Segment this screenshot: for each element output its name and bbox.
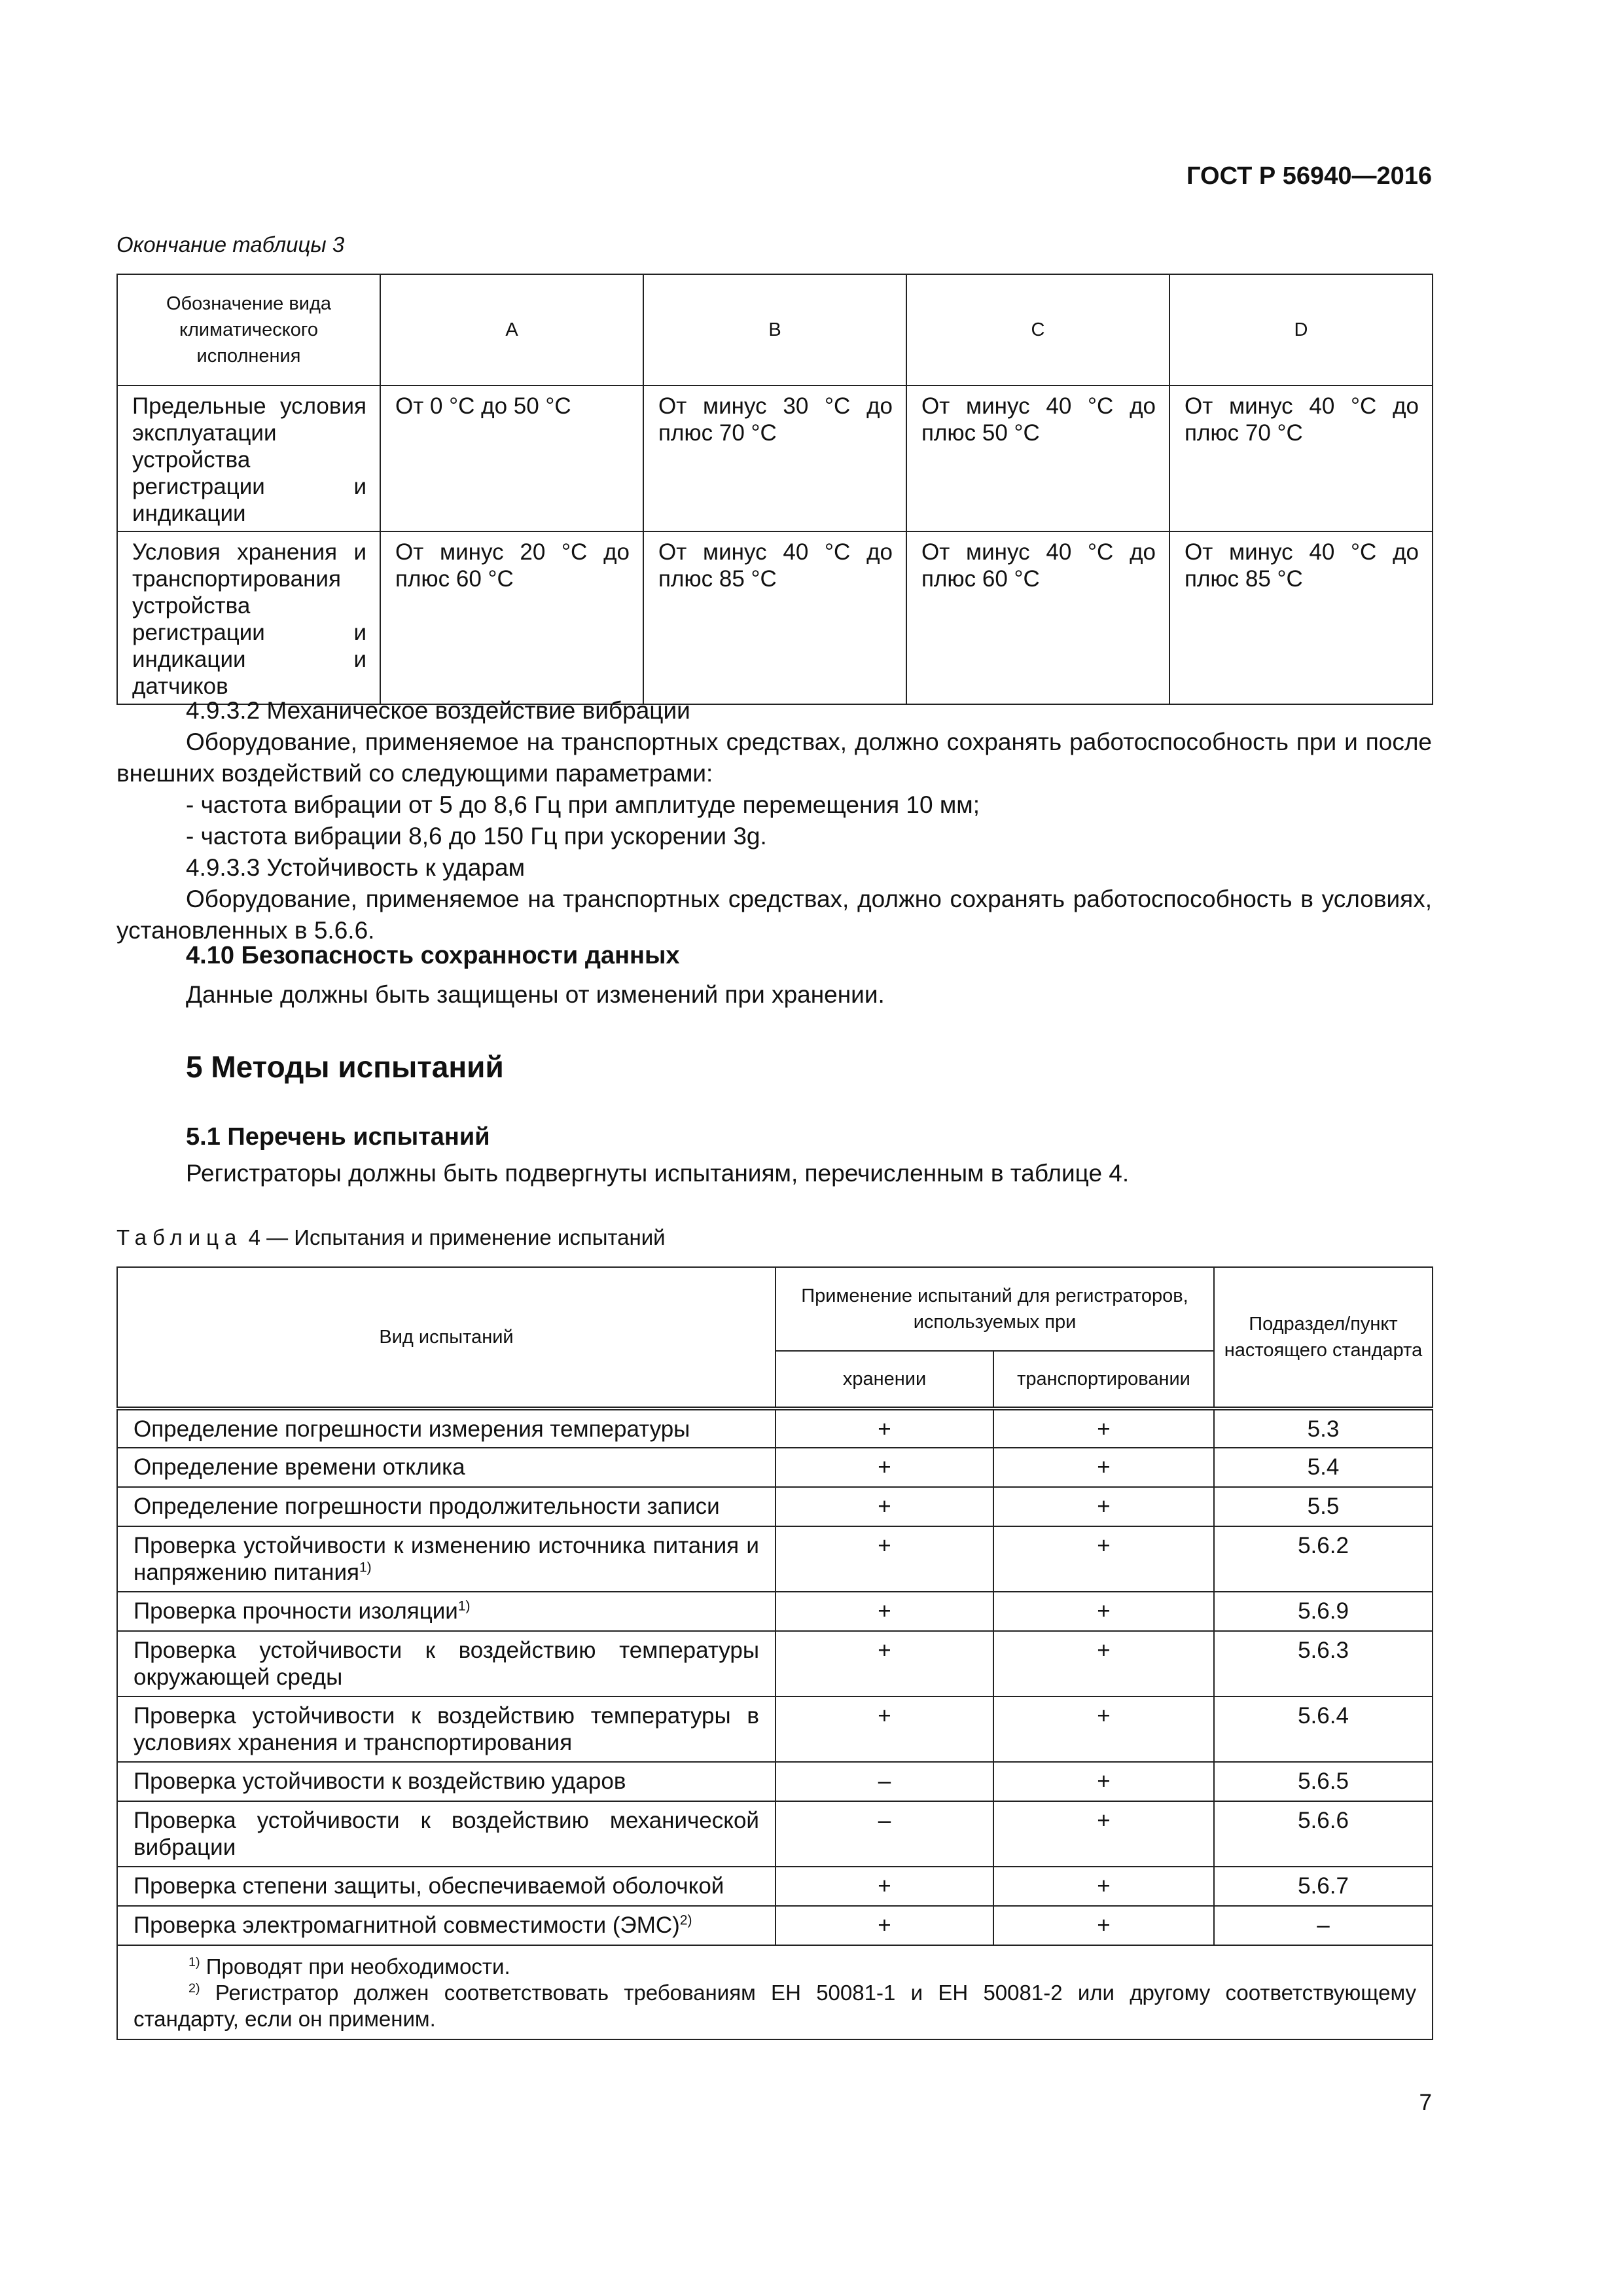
section-5-title: 5 Методы испытаний [186, 1050, 504, 1084]
footnote-ref: 2) [679, 1912, 692, 1928]
test-name: Проверка электромагнитной совместимости (ЭМС) [134, 1912, 680, 1938]
storage-mark: – [776, 1801, 993, 1867]
footnote-ref: 1) [457, 1598, 471, 1614]
section-4-10-text: Данные должны быть защищены от изменений при хранении. [186, 981, 885, 1008]
column-header: C [906, 274, 1169, 386]
section-4-9-3-3-title: 4.9.3.3 Устойчивость к ударам [186, 854, 525, 881]
test-name: Проверка устойчивости к воздействию температуры в условиях хранения и транспортирования [117, 1696, 776, 1762]
test-name: Проверка устойчивости к изменению источника питания и напряжению питания [134, 1533, 759, 1585]
climate-conditions-table [116, 274, 1433, 705]
storage-mark: + [776, 1631, 993, 1696]
reference: 5.5 [1214, 1487, 1433, 1526]
test-name-cell [117, 1906, 776, 1945]
column-header-application: Применение испытаний для регистраторов, используемых при [776, 1267, 1214, 1351]
table-footnotes [117, 1945, 1433, 2039]
reference: 5.6.3 [1214, 1631, 1433, 1696]
column-header-test: Вид испытаний [117, 1267, 776, 1408]
transport-mark: + [993, 1592, 1214, 1631]
table-row [117, 1408, 1433, 1448]
transport-mark: + [993, 1526, 1214, 1592]
test-name: Проверка устойчивости к воздействию ударов [117, 1762, 776, 1801]
table-row [117, 1696, 1433, 1762]
reference: 5.3 [1214, 1408, 1433, 1448]
table-cell: От 0 °С до 50 °С [380, 386, 643, 531]
tests-table [116, 1266, 1433, 2040]
row-label: Условия хранения и транспортирования устройства регистрации и индикации и датчиков [117, 531, 380, 704]
test-name: Определение погрешности продолжительности записи [117, 1487, 776, 1526]
section-4-9-3-block [116, 695, 1432, 946]
table-row [117, 1801, 1433, 1867]
column-header-reference: Подраздел/пункт настоящего стандарта [1214, 1267, 1433, 1408]
test-name: Определение погрешности измерения температуры [117, 1408, 776, 1448]
section-4-10-block [116, 940, 1432, 1011]
table-row [117, 531, 1433, 704]
storage-mark: – [776, 1762, 993, 1801]
transport-mark: + [993, 1631, 1214, 1696]
test-name: Проверка устойчивости к воздействию температуры окружающей среды [117, 1631, 776, 1696]
footnote-mark: 2) [188, 1981, 200, 1996]
column-header-transport: транспортировании [993, 1351, 1214, 1408]
test-name: Проверка степени защиты, обеспечиваемой оболочкой [117, 1867, 776, 1906]
table-row [117, 1448, 1433, 1487]
transport-mark: + [993, 1696, 1214, 1762]
transport-mark: + [993, 1487, 1214, 1526]
document-id: ГОСТ Р 56940—2016 [1186, 162, 1432, 190]
table-row [117, 1906, 1433, 1945]
footnote-1 [134, 1954, 1416, 1980]
footnote-text: Проводят при необходимости. [205, 1954, 510, 1979]
footnote-mark: 1) [188, 1955, 200, 1969]
storage-mark: + [776, 1487, 993, 1526]
table-row [117, 1762, 1433, 1801]
table-cell: От минус 40 °С до плюс 70 °С [1169, 386, 1433, 531]
test-name: Определение времени отклика [117, 1448, 776, 1487]
section-5-1-title: 5.1 Перечень испытаний [186, 1123, 490, 1151]
storage-mark: + [776, 1867, 993, 1906]
section-5-1-text: Регистраторы должны быть подвергнуты испытаниям, перечисленным в таблице 4. [186, 1160, 1130, 1187]
test-name-cell [117, 1592, 776, 1631]
transport-mark: + [993, 1906, 1214, 1945]
table-4-caption-text: 4 — Испытания и применение испытаний [248, 1225, 666, 1249]
transport-mark: + [993, 1448, 1214, 1487]
list-item: - частота вибрации от 5 до 8,6 Гц при амплитуде перемещения 10 мм; [186, 791, 980, 818]
reference: 5.6.2 [1214, 1526, 1433, 1592]
table-continuation-caption: Окончание таблицы 3 [116, 232, 345, 257]
test-name-cell [117, 1526, 776, 1592]
storage-mark: + [776, 1906, 993, 1945]
table-cell: От минус 40 °С до плюс 50 °С [906, 386, 1169, 531]
table-cell: От минус 40 °С до плюс 85 °С [1169, 531, 1433, 704]
table-row [117, 1487, 1433, 1526]
footnote-ref: 1) [359, 1560, 372, 1575]
list-item: - частота вибрации 8,6 до 150 Гц при ускорении 3g. [186, 823, 767, 850]
section-4-9-3-2-text: Оборудование, применяемое на транспортных средствах, должно сохранять работоспособность при и после внешних воздействий со следующими параметрами: [116, 728, 1432, 787]
table-4-caption [116, 1225, 666, 1250]
reference: 5.6.9 [1214, 1592, 1433, 1631]
column-header: Обозначение вида климатического исполнения [117, 274, 380, 386]
table-row [117, 386, 1433, 531]
reference: 5.4 [1214, 1448, 1433, 1487]
table-cell: От минус 40 °С до плюс 85 °С [643, 531, 906, 704]
table-row [117, 1867, 1433, 1906]
storage-mark: + [776, 1526, 993, 1592]
table-4-caption-word: Таблица [116, 1225, 243, 1249]
footnote-2 [134, 1980, 1416, 2032]
table-cell: От минус 20 °С до плюс 60 °С [380, 531, 643, 704]
test-name: Проверка прочности изоляции [134, 1598, 458, 1624]
table-row [117, 1592, 1433, 1631]
transport-mark: + [993, 1867, 1214, 1906]
column-header: A [380, 274, 643, 386]
storage-mark: + [776, 1408, 993, 1448]
transport-mark: + [993, 1408, 1214, 1448]
section-4-9-3-2-title: 4.9.3.2 Механическое воздействие вибрации [186, 697, 690, 724]
table-row [117, 1631, 1433, 1696]
section-4-10-title: 4.10 Безопасность сохранности данных [186, 942, 680, 969]
reference: 5.6.6 [1214, 1801, 1433, 1867]
section-4-9-3-3-text: Оборудование, применяемое на транспортных средствах, должно сохранять работоспособность в условиях, установленных в 5.6.6. [116, 886, 1432, 944]
row-label: Предельные условия эксплуатации устройства регистрации и индикации [117, 386, 380, 531]
storage-mark: + [776, 1448, 993, 1487]
transport-mark: + [993, 1762, 1214, 1801]
reference: 5.6.5 [1214, 1762, 1433, 1801]
column-header: D [1169, 274, 1433, 386]
test-name: Проверка устойчивости к воздействию механической вибрации [117, 1801, 776, 1867]
table-cell: От минус 40 °С до плюс 60 °С [906, 531, 1169, 704]
table-header-row [117, 274, 1433, 386]
storage-mark: + [776, 1592, 993, 1631]
table-row [117, 1526, 1433, 1592]
page-number: 7 [1419, 2090, 1432, 2115]
table-cell: От минус 30 °С до плюс 70 °С [643, 386, 906, 531]
storage-mark: + [776, 1696, 993, 1762]
footnote-text: Регистратор должен соответствовать требованиям ЕН 50081-1 и ЕН 50081-2 или другому соответствующему стандарту, если он применим. [134, 1981, 1416, 2031]
column-header: B [643, 274, 906, 386]
transport-mark: + [993, 1801, 1214, 1867]
column-header-storage: хранении [776, 1351, 993, 1408]
table-footnotes-row [117, 1945, 1433, 2039]
reference: – [1214, 1906, 1433, 1945]
reference: 5.6.7 [1214, 1867, 1433, 1906]
reference: 5.6.4 [1214, 1696, 1433, 1762]
table-header-row [117, 1267, 1433, 1351]
